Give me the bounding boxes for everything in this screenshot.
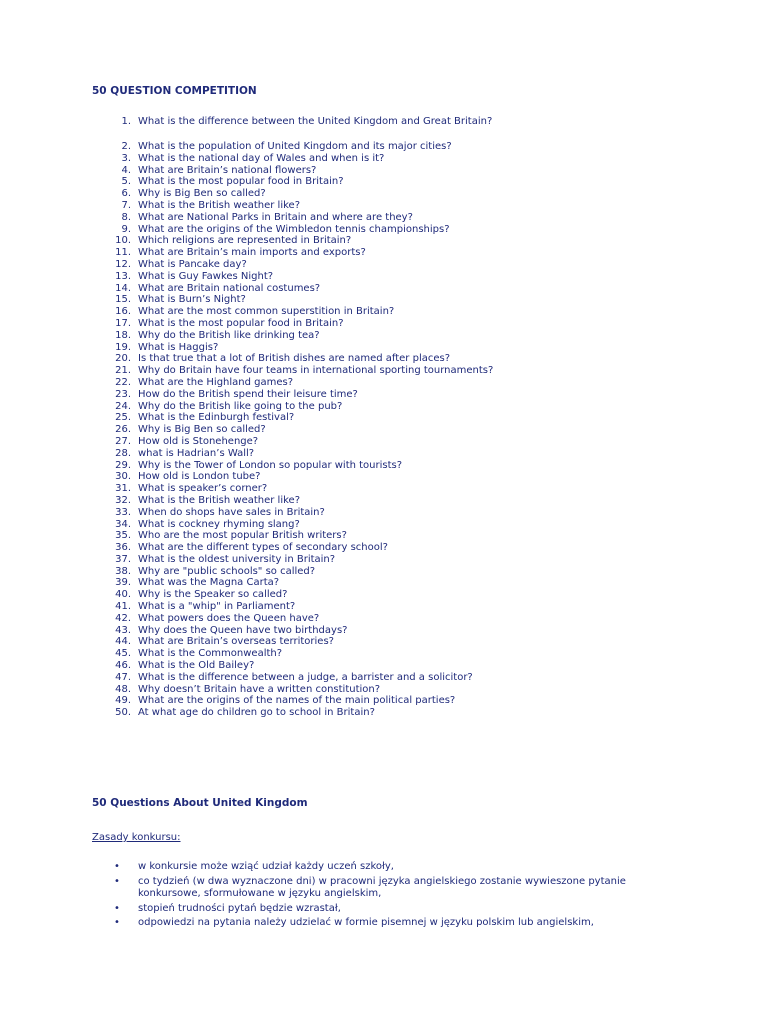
- question-number: 12.: [115, 258, 131, 270]
- question-text: Who are the most popular British writers?: [138, 530, 347, 542]
- list-item: [0, 460, 768, 472]
- question-number: 5.: [121, 176, 131, 188]
- question-number: 46.: [115, 660, 131, 672]
- question-number: 31.: [115, 483, 131, 495]
- question-text: Why is Big Ben so called?: [138, 188, 266, 200]
- question-text: What is the national day of Wales and when is it?: [138, 152, 385, 164]
- question-number: 48.: [115, 683, 131, 695]
- question-number: 44.: [115, 636, 131, 648]
- list-item: [0, 542, 768, 554]
- question-number: 7.: [121, 199, 131, 211]
- bullet-icon: •: [114, 875, 120, 887]
- question-text: What is cockney rhyming slang?: [138, 518, 300, 530]
- list-item: [0, 707, 768, 719]
- question-number: 14.: [115, 282, 131, 294]
- list-item: [0, 165, 768, 177]
- list-item: [0, 601, 768, 613]
- rule-item: [0, 903, 768, 916]
- question-number: 49.: [115, 695, 131, 707]
- list-item: [0, 507, 768, 519]
- question-text: What is the most popular food in Britain?: [138, 176, 344, 188]
- question-text: What are the Highland games?: [138, 376, 294, 388]
- list-item: [0, 495, 768, 507]
- rule-item: [0, 917, 768, 930]
- list-item: [0, 471, 768, 483]
- question-text: What are the different types of secondary school?: [138, 542, 388, 554]
- list-item: [0, 695, 768, 707]
- question-text: Why does the Queen have two birthdays?: [138, 624, 348, 636]
- question-text: What is the Old Bailey?: [138, 660, 255, 672]
- question-number: 11.: [115, 247, 131, 259]
- list-item: [0, 636, 768, 648]
- question-text: What are Britain’s overseas territories?: [138, 636, 334, 648]
- list-item: [0, 389, 768, 401]
- list-item: [0, 660, 768, 672]
- question-text: Why are "public schools" so called?: [138, 565, 316, 577]
- list-item: [0, 589, 768, 601]
- question-number: 2.: [121, 141, 131, 152]
- list-item: [0, 176, 768, 188]
- question-number: 35.: [115, 530, 131, 542]
- question-number: 24.: [115, 400, 131, 412]
- list-item: [0, 412, 768, 424]
- rule-item: [0, 876, 768, 901]
- list-item: [0, 436, 768, 448]
- question-text: Which religions are represented in Britain?: [138, 235, 352, 247]
- list-item: [0, 283, 768, 295]
- question-number: 43.: [115, 624, 131, 636]
- rule-text: co tydzień (w dwa wyznaczone dni) w pracowni języka angielskiego zostanie wywieszone pytanie konkursowe, sformułowane w języku angielskim,: [138, 875, 626, 899]
- rule-text: stopień trudności pytań będzie wzrastał,: [138, 902, 341, 914]
- question-number: 39.: [115, 577, 131, 589]
- question-text: Why is the Tower of London so popular with tourists?: [138, 459, 403, 471]
- question-text: What is Burn’s Night?: [138, 294, 246, 306]
- list-item: [0, 554, 768, 566]
- rule-item: [0, 861, 768, 874]
- list-item: [0, 684, 768, 696]
- question-number: 8.: [121, 211, 131, 223]
- rule-text: odpowiedzi na pytania należy udzielać w formie pisemnej w języku polskim lub angielskim,: [138, 917, 594, 928]
- question-number: 47.: [115, 671, 131, 683]
- question-number: 17.: [115, 317, 131, 329]
- question-number: 1.: [121, 116, 131, 127]
- question-text: At what age do children go to school in Britain?: [138, 707, 375, 719]
- question-number: 23.: [115, 388, 131, 400]
- rule-text: w konkursie może wziąć udział każdy uczeń szkoły,: [138, 861, 394, 872]
- question-number: 20.: [115, 353, 131, 365]
- question-text: What are the most common superstition in Britain?: [138, 306, 395, 318]
- question-text: Why do Britain have four teams in international sporting tournaments?: [138, 365, 494, 377]
- list-item: [0, 530, 768, 542]
- question-number: 42.: [115, 612, 131, 624]
- question-list-first: [0, 116, 768, 128]
- list-item: [0, 365, 768, 377]
- question-number: 6.: [121, 188, 131, 200]
- question-text: Why is Big Ben so called?: [138, 424, 266, 436]
- question-text: What are Britain’s main imports and exports?: [138, 247, 366, 259]
- list-item: [0, 271, 768, 283]
- question-text: What are Britain national costumes?: [138, 282, 321, 294]
- list-item: [0, 401, 768, 413]
- question-text: What is the oldest university in Britain?: [138, 553, 336, 565]
- list-item: [0, 247, 768, 259]
- question-number: 50.: [115, 707, 131, 719]
- question-text: What powers does the Queen have?: [138, 612, 320, 624]
- question-text: When do shops have sales in Britain?: [138, 506, 325, 518]
- question-text: What are the origins of the Wimbledon tennis championships?: [138, 223, 450, 235]
- list-item: [0, 153, 768, 165]
- question-text: Why do the British like drinking tea?: [138, 329, 320, 341]
- question-text: Is that true that a lot of British dishes are named after places?: [138, 353, 451, 365]
- question-number: 33.: [115, 506, 131, 518]
- question-text: How do the British spend their leisure time?: [138, 388, 358, 400]
- question-text: What is the British weather like?: [138, 199, 300, 211]
- list-item: [0, 318, 768, 330]
- question-number: 28.: [115, 447, 131, 459]
- list-item: [0, 353, 768, 365]
- question-number: 40.: [115, 589, 131, 601]
- list-item: [0, 448, 768, 460]
- list-item: [0, 566, 768, 578]
- question-text: What was the Magna Carta?: [138, 577, 280, 589]
- question-text: What is the difference between the United Kingdom and Great Britain?: [138, 116, 493, 127]
- list-item: [0, 116, 768, 128]
- question-text: What is Haggis?: [138, 341, 219, 353]
- question-number: 4.: [121, 164, 131, 176]
- list-item: [0, 306, 768, 318]
- list-item: [0, 577, 768, 589]
- question-text: Why doesn’t Britain have a written constitution?: [138, 683, 381, 695]
- question-list: [0, 141, 768, 719]
- question-number: 16.: [115, 306, 131, 318]
- list-item: [0, 259, 768, 271]
- question-number: 45.: [115, 648, 131, 660]
- bullet-icon: •: [114, 861, 120, 872]
- question-number: 3.: [121, 152, 131, 164]
- list-item: [0, 188, 768, 200]
- question-number: 22.: [115, 376, 131, 388]
- question-text: What is the population of United Kingdom and its major cities?: [138, 141, 452, 152]
- list-item: [0, 483, 768, 495]
- page-title: 50 QUESTION COMPETITION: [92, 85, 257, 97]
- question-number: 36.: [115, 542, 131, 554]
- question-number: 27.: [115, 435, 131, 447]
- question-number: 41.: [115, 601, 131, 613]
- question-number: 15.: [115, 294, 131, 306]
- question-text: What is Guy Fawkes Night?: [138, 270, 274, 282]
- list-item: [0, 519, 768, 531]
- question-text: What is the British weather like?: [138, 494, 300, 506]
- question-text: what is Hadrian’s Wall?: [138, 447, 255, 459]
- question-text: What are National Parks in Britain and where are they?: [138, 211, 413, 223]
- question-number: 30.: [115, 471, 131, 483]
- question-number: 9.: [121, 223, 131, 235]
- list-item: [0, 212, 768, 224]
- list-item: [0, 224, 768, 236]
- list-item: [0, 330, 768, 342]
- question-text: What are Britain’s national flowers?: [138, 164, 317, 176]
- question-text: What is Pancake day?: [138, 258, 247, 270]
- list-item: [0, 648, 768, 660]
- question-number: 19.: [115, 341, 131, 353]
- question-text: What is the difference between a judge, a barrister and a solicitor?: [138, 671, 473, 683]
- list-item: [0, 141, 768, 153]
- section-title: 50 Questions About United Kingdom: [92, 797, 308, 809]
- list-item: [0, 294, 768, 306]
- question-number: 18.: [115, 329, 131, 341]
- list-item: [0, 342, 768, 354]
- question-text: What are the origins of the names of the main political parties?: [138, 695, 456, 707]
- question-text: What is the Commonwealth?: [138, 648, 283, 660]
- question-number: 29.: [115, 459, 131, 471]
- list-item: [0, 235, 768, 247]
- question-text: Why is the Speaker so called?: [138, 589, 288, 601]
- list-item: [0, 613, 768, 625]
- question-number: 34.: [115, 518, 131, 530]
- list-item: [0, 424, 768, 436]
- question-text: How old is Stonehenge?: [138, 435, 259, 447]
- rules-heading: Zasady konkursu:: [92, 832, 181, 843]
- question-text: What is speaker’s corner?: [138, 483, 268, 495]
- question-text: How old is London tube?: [138, 471, 261, 483]
- rules-list: [0, 861, 768, 932]
- question-number: 38.: [115, 565, 131, 577]
- question-text: What is the Edinburgh festival?: [138, 412, 295, 424]
- bullet-icon: •: [114, 902, 120, 914]
- question-number: 26.: [115, 424, 131, 436]
- list-item: [0, 672, 768, 684]
- question-text: Why do the British like going to the pub?: [138, 400, 343, 412]
- question-number: 32.: [115, 494, 131, 506]
- list-item: [0, 200, 768, 212]
- list-item: [0, 377, 768, 389]
- question-number: 13.: [115, 270, 131, 282]
- question-number: 21.: [115, 365, 131, 377]
- list-item: [0, 625, 768, 637]
- question-text: What is a "whip" in Parliament?: [138, 601, 296, 613]
- question-number: 10.: [115, 235, 131, 247]
- question-text: What is the most popular food in Britain?: [138, 317, 344, 329]
- bullet-icon: •: [114, 917, 120, 928]
- question-number: 37.: [115, 553, 131, 565]
- question-number: 25.: [115, 412, 131, 424]
